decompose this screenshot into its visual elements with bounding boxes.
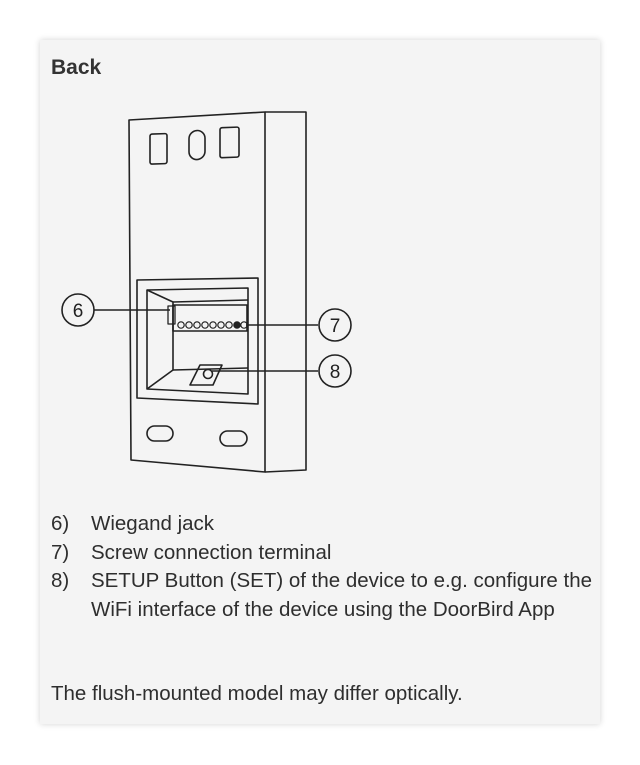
housing-front bbox=[129, 112, 265, 472]
legend-item bbox=[51, 567, 596, 624]
legend-number: 6) bbox=[51, 512, 70, 535]
manual-card bbox=[40, 40, 600, 724]
bottom-opening-right bbox=[220, 431, 247, 446]
cavity-depth bbox=[147, 290, 173, 389]
legend-text: Wiegand jack bbox=[91, 512, 215, 535]
setup-button bbox=[204, 370, 213, 379]
screw-terminals bbox=[178, 322, 247, 328]
legend-item bbox=[51, 539, 596, 568]
legend-text: Screw connection terminal bbox=[91, 540, 332, 564]
wiegand-jack bbox=[168, 306, 175, 324]
housing-side bbox=[265, 112, 306, 472]
legend-number: 7) bbox=[51, 540, 70, 564]
top-opening-right bbox=[220, 127, 239, 158]
legend-item bbox=[51, 510, 596, 539]
callout-8-label: 8 bbox=[329, 362, 341, 383]
legend-number: 8) bbox=[51, 569, 70, 592]
device-back-diagram bbox=[40, 40, 600, 500]
bottom-opening-left bbox=[147, 426, 173, 441]
top-opening-left bbox=[150, 134, 167, 165]
component-legend bbox=[51, 510, 596, 624]
callout-7-label: 7 bbox=[329, 316, 341, 337]
section-heading: Back bbox=[51, 56, 102, 79]
legend-text: SETUP Button (SET) of the device to e.g. configure the WiFi interface of the device using the DoorBird App bbox=[91, 569, 592, 621]
top-opening-middle bbox=[189, 130, 205, 160]
callout-6-label: 6 bbox=[72, 301, 84, 322]
setup-button-housing bbox=[190, 365, 222, 385]
model-note: The flush-mounted model may differ optically. bbox=[51, 682, 463, 705]
